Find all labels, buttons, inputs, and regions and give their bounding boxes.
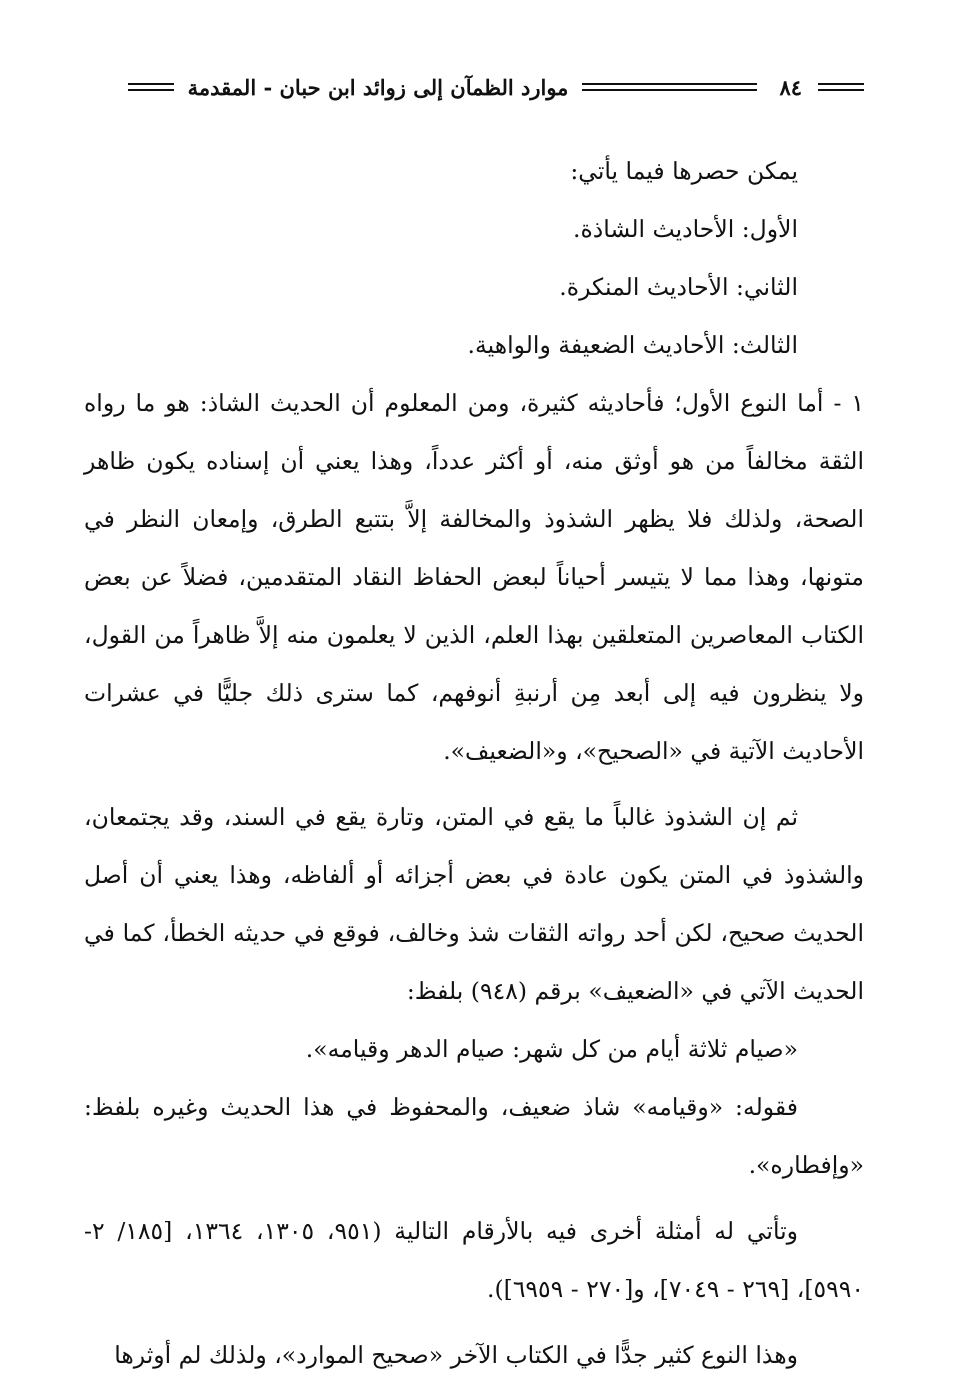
page <box>84 60 864 1384</box>
paragraph-shadh-explanation: فقوله: «وقيامه» شاذ ضعيف، والمحفوظ في هذا الحديث وغيره بلفظ: «وإفطاره». <box>84 1093 864 1179</box>
paragraph-shadh-definition: ١ - أما النوع الأول؛ فأحاديثه كثيرة، ومن المعلوم أن الحديث الشاذ: هو ما رواه الثقة مخالفاً من هو أوثق منه، أو أكثر عدداً، وهذا يعني أن إسناده يكون ظاهر الصحة، ولذلك فلا يظهر الشذوذ والمخالفة إلاَّ بتتبع الطرق، وإمعان النظر في متونها، وهذا مما لا يتيسر أحياناً لبعض الحفاظ النقاد المتقدمين، فضلاً عن بعض الكتاب المعاصرين المتعلقين بهذا العلم، الذين لا يعلمون منه إلاَّ ظاهراً من القول، ولا ينظرون فيه إلى أبعد مِن أرنبةِ أنوفهم، كما سترى ذلك جليًّا في عشرات الأحاديث الآتية في «الصحيح»، و«الضعيف». <box>84 389 864 765</box>
intro-line: يمكن حصرها فيما يأتي: <box>570 157 798 185</box>
page-number: ٨٤ <box>779 74 802 100</box>
hadith-quote: «صيام ثلاثة أيام من كل شهر: صيام الدهر وقيامه». <box>305 1035 798 1063</box>
list-item-third: الثالث: الأحاديث الضعيفة والواهية. <box>467 331 798 359</box>
list-item-second: الثاني: الأحاديث المنكرة. <box>559 273 798 301</box>
header-rule-right <box>818 83 864 91</box>
paragraph-shudhudh-location: ثم إن الشذوذ غالباً ما يقع في المتن، وتارة يقع في السند، وقد يجتمعان، والشذوذ في المتن يكون عادة في بعض أجزائه أو ألفاظه، وهذا يعني أن أصل الحديث صحيح، لكن أحد رواته الثقات شذ وخالف، فوقع في حديثه الخطأ، كما في الحديث الآتي في «الضعيف» برقم (٩٤٨) بلفظ: <box>84 803 864 1005</box>
running-title: موارد الظمآن إلى زوائد ابن حبان - المقدمة <box>187 74 569 100</box>
paragraph-examples: وتأتي له أمثلة أخرى فيه بالأرقام التالية (٩٥١، ١٣٠٥، ١٣٦٤، [١٨٥/ ٢- ٥٩٩٠]، [٢٦٩ - ٧٠٤٩]، و[٢٧٠ - ٦٩٥٩]). <box>84 1217 864 1303</box>
header-rule-middle <box>582 83 757 91</box>
header-rule-left <box>128 83 174 91</box>
paragraph-continuation: وهذا النوع كثير جدًّا في الكتاب الآخر «صحيح الموارد»، ولذلك لم أوثرها <box>114 1341 798 1369</box>
page-header <box>84 60 864 114</box>
body-text <box>84 142 864 1384</box>
list-item-first: الأول: الأحاديث الشاذة. <box>573 215 798 243</box>
